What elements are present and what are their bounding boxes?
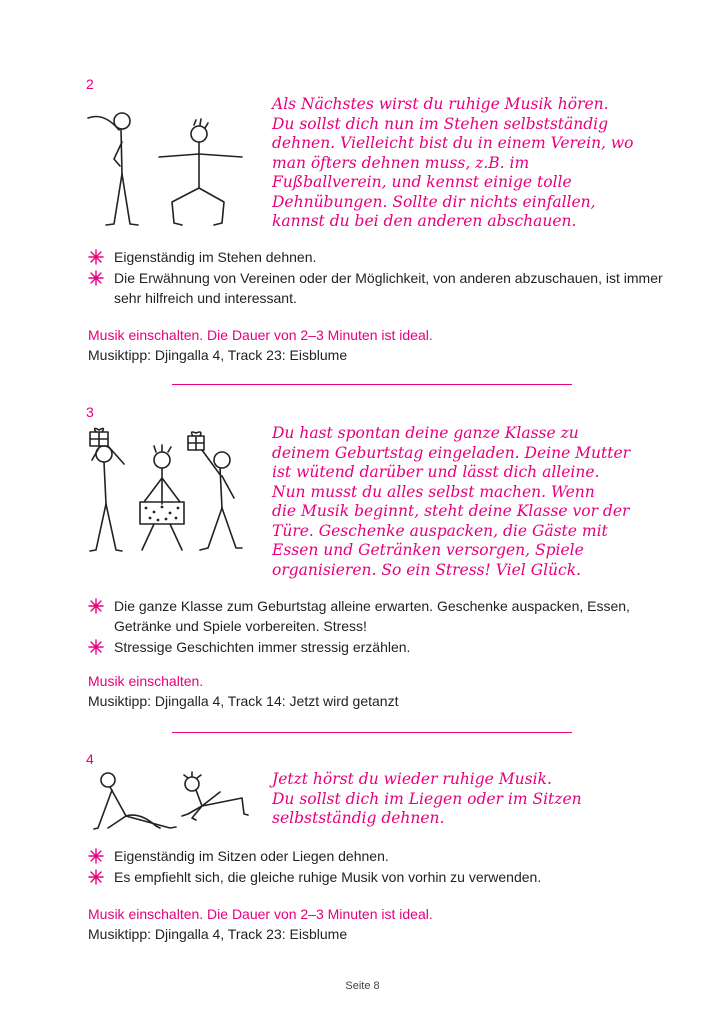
story-line: Türe. Geschenke auspacken, die Gäste mit: [272, 521, 608, 540]
story-line: Du sollst dich im Liegen oder im Sitzen: [272, 789, 582, 808]
section-divider: [172, 384, 572, 385]
story-line: Nun musst du alles selbst machen. Wenn: [272, 482, 595, 501]
list-item: Die ganze Klasse zum Geburtstag alleine erwarten. Geschenke auspacken, Essen, Getränke und Spiele vorbereiten. Stress!: [88, 596, 688, 636]
section-number: 4: [86, 751, 94, 767]
section-divider: [172, 732, 572, 733]
section-number: 2: [86, 76, 94, 92]
story-line: Fußballverein, und kennst einige tolle: [272, 173, 572, 191]
list-item: Die Erwähnung von Vereinen oder der Möglichkeit, von anderen abzuschauen, ist immer sehr hilfreich und interessant.: [88, 268, 688, 308]
party-figures-illustration: [84, 424, 254, 556]
bullet-list: [88, 596, 688, 658]
list-item: Eigenständig im Stehen dehnen.: [88, 247, 688, 267]
music-instruction: Musik einschalten. Die Dauer von 2–3 Minuten ist ideal.: [88, 327, 433, 343]
asterisk-icon: [88, 869, 104, 885]
section-number: 3: [86, 404, 94, 420]
story-line: dehnen. Vielleicht bist du in einem Verein, wo: [272, 134, 634, 152]
asterisk-icon: [88, 249, 104, 265]
story-line: selbstständig dehnen.: [272, 809, 445, 827]
floor-stretch-figures-illustration: [92, 770, 252, 832]
story-line: die Musik beginnt, steht deine Klasse vor der: [272, 502, 630, 520]
story-line: deinem Geburtstag eingeladen. Deine Mutter: [272, 443, 631, 462]
music-tip: Musiktipp: Djingalla 4, Track 14: Jetzt wird getanzt: [88, 693, 399, 709]
music-info: [88, 671, 398, 711]
asterisk-icon: [88, 848, 104, 864]
bullet-list: [88, 247, 688, 309]
story-line: Du sollst dich nun im Stehen selbstständig: [272, 114, 609, 133]
story-line: ist wütend darüber und lässt dich alleine.: [272, 463, 600, 481]
story-text: [272, 770, 657, 829]
stretching-figures-illustration: [84, 104, 254, 229]
story-text: [272, 424, 657, 580]
asterisk-icon: [88, 639, 104, 655]
music-tip: Musiktipp: Djingalla 4, Track 23: Eisblume: [88, 347, 348, 363]
story-line: organisieren. So ein Stress! Viel Glück.: [272, 560, 582, 579]
story-line: man öfters dehnen muss, z.B. im: [272, 153, 530, 172]
story-line: kannst du bei den anderen abschauen.: [272, 212, 577, 230]
music-info: [88, 904, 433, 944]
asterisk-icon: [88, 598, 104, 614]
list-item: Es empfiehlt sich, die gleiche ruhige Musik von vorhin zu verwenden.: [88, 867, 688, 887]
story-text: [272, 95, 657, 232]
bullet-list: [88, 846, 688, 888]
story-line: Essen und Getränken versorgen, Spiele: [272, 541, 584, 559]
music-tip: Musiktipp: Djingalla 4, Track 23: Eisblume: [88, 926, 348, 942]
asterisk-icon: [88, 270, 104, 286]
page-number: Seite 8: [345, 980, 380, 992]
music-info: [88, 325, 433, 365]
story-line: Als Nächstes wirst du ruhige Musik hören.: [272, 95, 609, 113]
story-line: Dehnübungen. Sollte dir nichts einfallen,: [272, 192, 596, 211]
story-line: Jetzt hörst du wieder ruhige Musik.: [272, 770, 552, 788]
story-line: Du hast spontan deine ganze Klasse zu: [272, 424, 579, 442]
music-instruction: Musik einschalten.: [88, 673, 204, 689]
list-item: Eigenständig im Sitzen oder Liegen dehnen.: [88, 846, 688, 866]
music-instruction: Musik einschalten. Die Dauer von 2–3 Minuten ist ideal.: [88, 906, 433, 922]
list-item: Stressige Geschichten immer stressig erzählen.: [88, 637, 688, 657]
